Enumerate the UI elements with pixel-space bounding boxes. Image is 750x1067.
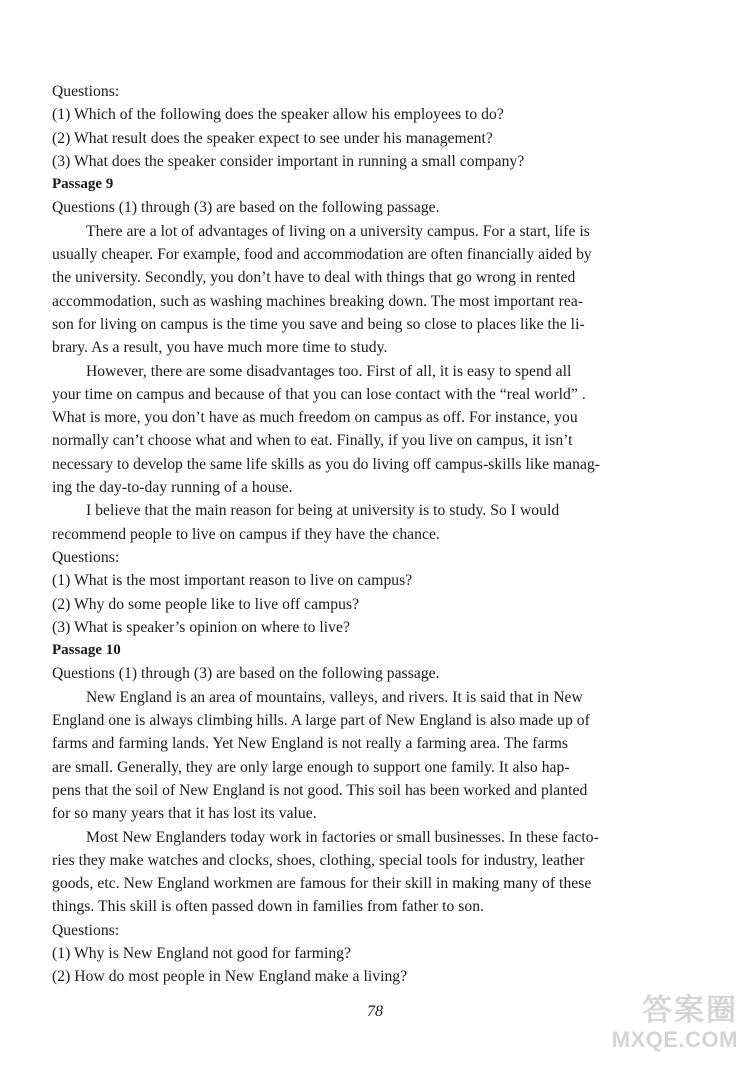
text-line: ries they make watches and clocks, shoes, clothing, special tools for industry, leather bbox=[52, 851, 585, 869]
page-number: 78 bbox=[367, 1003, 383, 1020]
questions-label: Questions: bbox=[52, 83, 120, 100]
question-line: (3) What is speaker’s opinion on where to live? bbox=[52, 618, 350, 636]
passage-heading: Passage 10 bbox=[52, 642, 121, 659]
text-line: Questions (1) through (3) are based on the following passage. bbox=[52, 199, 440, 217]
text-line: usually cheaper. For example, food and accommodation are often financially aided by bbox=[52, 246, 592, 264]
paragraph-start-line: However, there are some disadvantages too. First of all, it is easy to spend all bbox=[86, 362, 572, 380]
text-line: What is more, you don’t have as much freedom on campus as off. For instance, you bbox=[52, 409, 578, 427]
text-line: pens that the soil of New England is not good. This soil has been worked and planted bbox=[52, 781, 588, 799]
question-line: (2) How do most people in New England make a living? bbox=[52, 968, 408, 986]
text-line: brary. As a result, you have much more time to study. bbox=[52, 339, 388, 357]
text-line: for so many years that it has lost its value. bbox=[52, 805, 317, 823]
watermark bbox=[592, 993, 742, 1053]
text-line: England one is always climbing hills. A large part of New England is also made up of bbox=[52, 712, 590, 730]
text-line: normally can’t choose what and when to eat. Finally, if you live on campus, it isn’t bbox=[52, 432, 573, 450]
questions-label: Questions: bbox=[52, 548, 120, 566]
text-line: the university. Secondly, you don’t have to deal with things that go wrong in rented bbox=[52, 269, 576, 287]
paragraph-start-line: There are a lot of advantages of living on a university campus. For a start, life is bbox=[86, 222, 590, 240]
text-line: are small. Generally, they are only large enough to support one family. It also hap- bbox=[52, 758, 570, 776]
question-line: (3) What does the speaker consider important in running a small company? bbox=[52, 152, 525, 170]
paragraph-start-line: New England is an area of mountains, valleys, and rivers. It is said that in New bbox=[86, 688, 583, 706]
passage-heading: Passage 9 bbox=[52, 176, 114, 193]
question-line: (1) Which of the following does the speaker allow his employees to do? bbox=[52, 106, 504, 124]
page-body bbox=[52, 80, 682, 989]
question-line: (2) Why do some people like to live off campus? bbox=[52, 595, 360, 613]
text-line: ing the day-to-day running of a house. bbox=[52, 479, 293, 497]
paragraph-start-line: I believe that the main reason for being at university is to study. So I would bbox=[86, 502, 560, 520]
text-line: goods, etc. New England workmen are famous for their skill in making many of these bbox=[52, 875, 592, 893]
questions-label: Questions: bbox=[52, 921, 120, 939]
text-line: Questions (1) through (3) are based on the following passage. bbox=[52, 665, 440, 683]
text-line: recommend people to live on campus if they have the chance. bbox=[52, 525, 440, 543]
text-line: son for living on campus is the time you save and being so close to places like the li- bbox=[52, 315, 585, 333]
question-line: (1) What is the most important reason to live on campus? bbox=[52, 572, 413, 590]
question-line: (2) What result does the speaker expect to see under his management? bbox=[52, 129, 493, 147]
text-line: accommodation, such as washing machines breaking down. The most important rea- bbox=[52, 292, 584, 310]
paragraph-start-line: Most New Englanders today work in factories or small businesses. In these facto- bbox=[86, 828, 599, 846]
watermark-site: MXQE.COM bbox=[611, 1027, 738, 1052]
text-line: necessary to develop the same life skills as you do living off campus-skills like manag- bbox=[52, 455, 601, 473]
text-line: farms and farming lands. Yet New England is not really a farming area. The farms bbox=[52, 735, 568, 753]
text-line: things. This skill is often passed down in families from father to son. bbox=[52, 898, 485, 916]
question-line: (1) Why is New England not good for farming? bbox=[52, 944, 351, 962]
watermark-logo: 答案圈 bbox=[642, 994, 738, 1027]
text-line: your time on campus and because of that you can lose contact with the “real world” . bbox=[52, 385, 586, 403]
